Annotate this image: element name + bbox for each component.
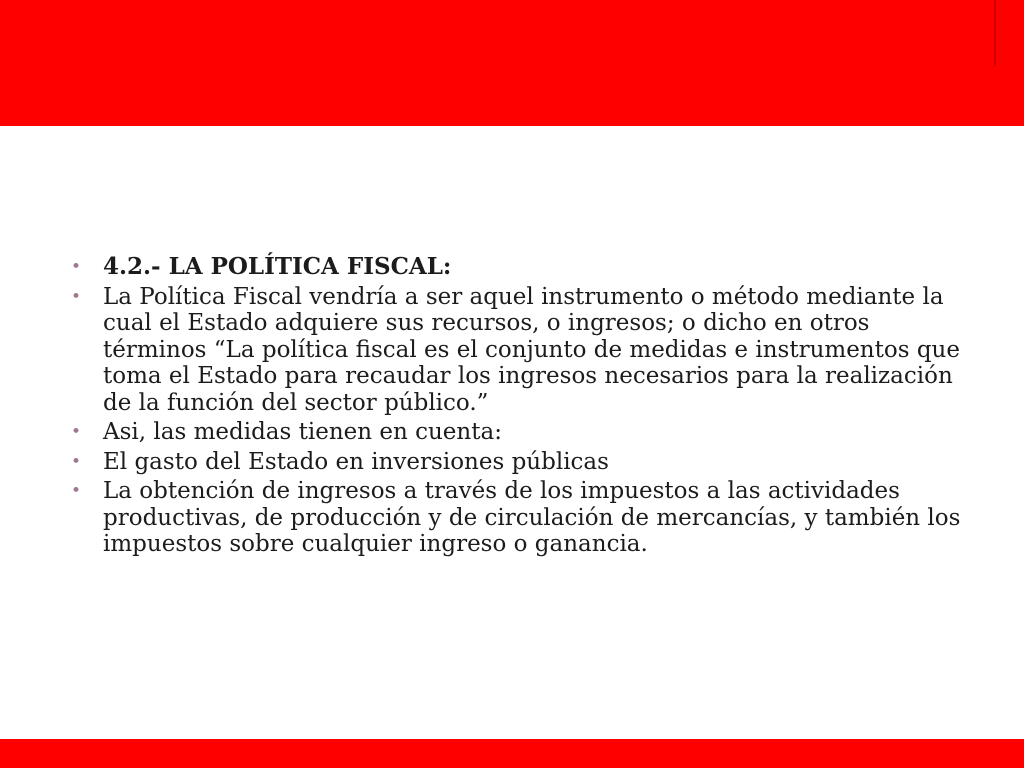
bullet-item-spending [70, 449, 970, 476]
bullet-item-revenue [70, 478, 970, 558]
top-band-divider-line [994, 0, 996, 66]
bullet-dot-icon: • [71, 422, 82, 442]
slide-heading: 4.2.- LA POLÍTICA FISCAL: [103, 253, 452, 280]
measures-intro-text: Asi, las medidas tienen en cuenta: [103, 419, 502, 445]
bullet-item-definition [70, 284, 970, 417]
revenue-text: La obtención de ingresos a través de los impuestos a las actividades productivas, de producción y de circulación de mercancías, y también los impuestos sobre cualquier ingreso o ganancia. [103, 478, 961, 557]
top-red-band [0, 0, 1024, 126]
definition-text: La Política Fiscal vendría a ser aquel instrumento o método mediante la cual el Estado adquiere sus recursos, o ingresos; o dicho en otros términos “La política fiscal es el conjunto de medidas e instrumentos que toma el Estado para recaudar los ingresos necesarios para la realización de la función del sector público.” [103, 283, 960, 416]
bullet-dot-icon: • [71, 481, 82, 501]
bullet-item-heading [70, 254, 970, 281]
bullet-dot-icon: • [71, 451, 82, 472]
bullet-dot-icon: • [71, 286, 82, 307]
slide-bullet-list [70, 254, 970, 561]
public-spending-text: El gasto del Estado en inversiones públicas [103, 448, 609, 475]
bullet-item-intro [70, 419, 970, 446]
bullet-dot-icon: • [71, 257, 82, 277]
bottom-red-band [0, 739, 1024, 768]
